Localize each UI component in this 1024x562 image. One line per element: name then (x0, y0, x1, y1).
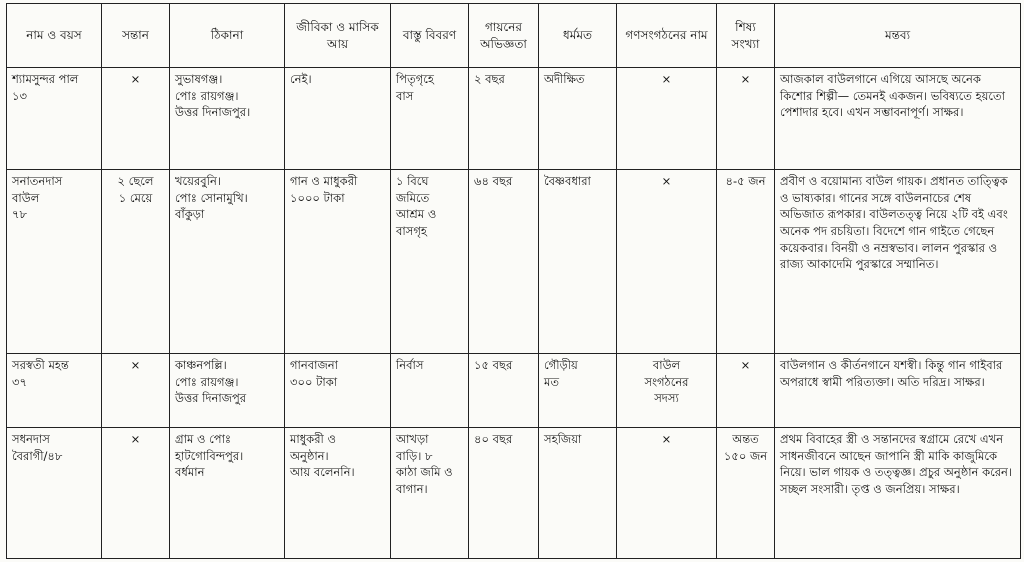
header-residence: বাস্তু বিবরণ (391, 4, 469, 68)
cell-residence: পিতৃগৃহে বাস (391, 68, 469, 170)
cell-address: গ্রাম ও পোঃ হাটগোবিন্দপুর। বর্ধমান (170, 428, 285, 559)
header-name-age: নাম ও বয়স (7, 4, 102, 68)
cell-livelihood: গানবাজনা ৩০০ টাকা (285, 354, 391, 428)
cell-residence: ১ বিঘে জমিতে আশ্রম ও বাসগৃহ (391, 170, 469, 354)
table-row (7, 354, 1021, 428)
header-singing-experience: গায়নের অভিজ্ঞতা (469, 4, 539, 68)
cell-experience: ১৫ বছর (469, 354, 539, 428)
header-remarks: মন্তব্য (775, 4, 1021, 68)
cell-disciples: অন্তত ১৫০ জন (717, 428, 775, 559)
cell-name-age: সধনদাস বৈরাগী/৪৮ (7, 428, 102, 559)
cell-organization: × (617, 428, 717, 559)
table-header (7, 4, 1021, 68)
header-address: ঠিকানা (170, 4, 285, 68)
cell-children: × (102, 354, 170, 428)
cell-organization: বাউল সংগঠনের সদস্য (617, 354, 717, 428)
cell-livelihood: মাধুকরী ও অনুষ্ঠান। আয় বলেননি। (285, 428, 391, 559)
cell-experience: ২ বছর (469, 68, 539, 170)
cell-remarks: প্রবীণ ও বয়োমান্য বাউল গায়ক। প্রধানত তাত্ত্বিক ও ভাষ্যকার। গানের সঙ্গে বাউলনাচের শেষ অভিজাত রূপকার। বাউলতত্ত্ব নিয়ে ২টি বই এবং অনেক পদ রচয়িতা। বিদেশে গান গাইতে গেছেন কয়েকবার। বিনয়ী ও নম্রস্বভাব। লালন পুরস্কার ও রাজ্য আকাদেমি পুরস্কারে সম্মানিত। (775, 170, 1021, 354)
header-children: সন্তান (102, 4, 170, 68)
cell-residence: নির্বাস (391, 354, 469, 428)
cell-religion: সহজিয়া (539, 428, 617, 559)
header-livelihood-income: জীবিকা ও মাসিক আয় (285, 4, 391, 68)
header-row (7, 4, 1021, 68)
cell-address: খয়েরবুনি। পোঃ সোনামুখি। বাঁকুড়া (170, 170, 285, 354)
table-row (7, 428, 1021, 559)
cell-children: × (102, 68, 170, 170)
baul-survey-table (6, 3, 1021, 559)
cell-religion: গৌড়ীয় মত (539, 354, 617, 428)
cell-organization: × (617, 170, 717, 354)
cell-religion: অদীক্ষিত (539, 68, 617, 170)
cell-remarks: বাউলগান ও কীর্তনগানে যশস্বী। কিন্তু গান গাইবার অপরাধে স্বামী পরিত্যক্তা। অতি দরিদ্র। সাক্ষর। (775, 354, 1021, 428)
table-row (7, 170, 1021, 354)
cell-religion: বৈষ্ণবধারা (539, 170, 617, 354)
cell-residence: আখড়া বাড়ি। ৮ কাঠা জমি ও বাগান। (391, 428, 469, 559)
table-body (7, 68, 1021, 559)
cell-experience: ৪০ বছর (469, 428, 539, 559)
cell-experience: ৬৪ বছর (469, 170, 539, 354)
table-row (7, 68, 1021, 170)
cell-remarks: আজকাল বাউলগানে এগিয়ে আসছে অনেক কিশোর শিল্পী— তেমনই একজন। ভবিষ্যতে হয়তো পেশাদার হবে। এখন সম্ভাবনাপূর্ণ। সাক্ষর। (775, 68, 1021, 170)
header-disciples: শিষ্য সংখ্যা (717, 4, 775, 68)
header-religion: ধর্মমত (539, 4, 617, 68)
cell-livelihood: গান ও মাধুকরী ১০০০ টাকা (285, 170, 391, 354)
cell-name-age: সরস্বতী মহন্ত ৩৭ (7, 354, 102, 428)
cell-name-age: সনাতনদাস বাউল ৭৮ (7, 170, 102, 354)
cell-children: ২ ছেলে ১ মেয়ে (102, 170, 170, 354)
cell-name-age: শ্যামসুন্দর পাল ১৩ (7, 68, 102, 170)
header-organization: গণসংগঠনের নাম (617, 4, 717, 68)
cell-livelihood: নেই। (285, 68, 391, 170)
cell-disciples: ৪-৫ জন (717, 170, 775, 354)
cell-children: × (102, 428, 170, 559)
cell-disciples: × (717, 354, 775, 428)
cell-address: সুভাষগঞ্জ। পোঃ রায়গঞ্জ। উত্তর দিনাজপুর। (170, 68, 285, 170)
cell-organization: × (617, 68, 717, 170)
cell-disciples: × (717, 68, 775, 170)
cell-remarks: প্রথম বিবাহের স্ত্রী ও সন্তানদের স্বগ্রামে রেখে এখন সাধনজীবনে আছেন জাপানি স্ত্রী মাকি কাজুমিকে নিয়ে। ভাল গায়ক ও তত্ত্বজ্ঞ। প্রচুর অনুষ্ঠান করেন। সচ্ছল সংসারী। তৃপ্ত ও জনপ্রিয়। সাক্ষর। (775, 428, 1021, 559)
cell-address: কাঞ্চনপল্লি। পোঃ রায়গঞ্জ। উত্তর দিনাজপুর (170, 354, 285, 428)
